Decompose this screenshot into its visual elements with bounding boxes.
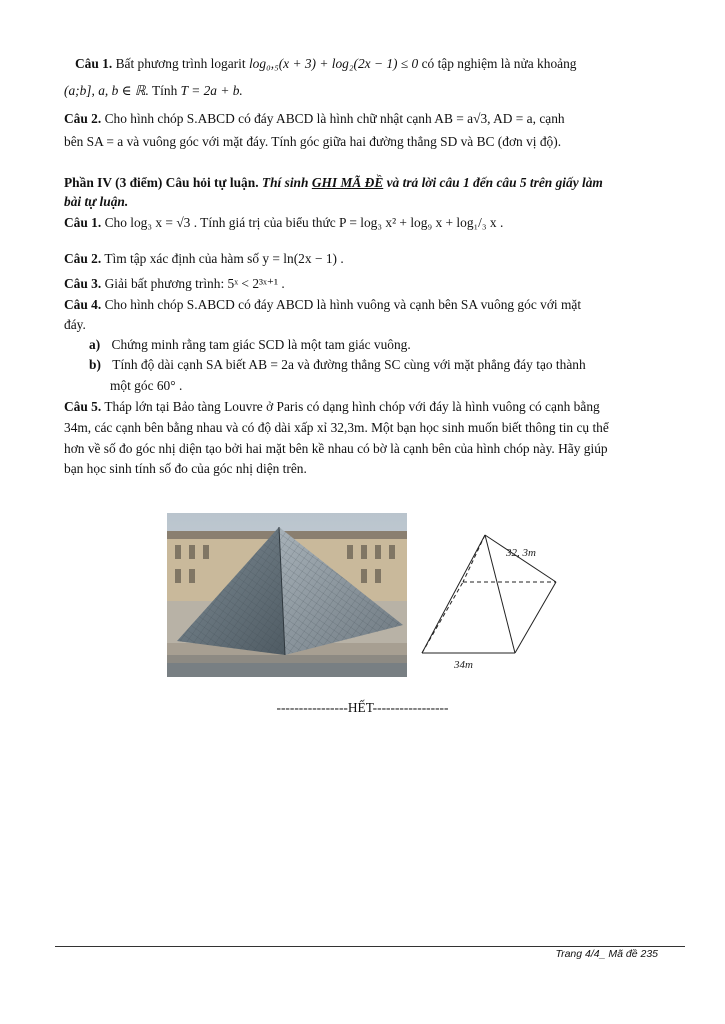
e4-a-label: a): [89, 337, 101, 352]
base-length-label: 34m: [454, 659, 473, 671]
e4-part-b-line2: [110, 377, 182, 395]
q2-label: Câu 2.: [64, 111, 102, 126]
q2-text2: bên SA = a và vuông góc với mặt đáy. Tính góc giữa hai đường thẳng SD và BC (đơn vị độ).: [64, 134, 562, 149]
louvre-pyramid-photo: [167, 513, 407, 677]
q1-label: Câu 1.: [75, 56, 113, 71]
e1-label: Câu 1.: [64, 215, 102, 230]
part4-instr-code: GHI MÃ ĐỀ: [311, 175, 384, 190]
e4-part-b: [89, 356, 586, 374]
e4-line1: [64, 296, 581, 314]
e5-text3: hơn về số đo góc nhị diện tạo bởi hai mặt bên kề nhau có bờ là cạnh bên của hình chóp này. Hãy giúp: [64, 441, 608, 456]
q1-line1: [75, 55, 576, 73]
q1-interval: (a;b], a, b ∈ ℝ.: [64, 83, 149, 98]
e4-b-text2: một góc 60° .: [110, 378, 183, 393]
e5-text4: bạn học sinh tính số đo của góc nhị diện trên.: [64, 461, 307, 476]
e5-line3: [64, 440, 608, 458]
part4-instr-line2: bài tự luận.: [64, 194, 129, 209]
e4-label: Câu 4.: [64, 297, 102, 312]
e4-line2: [64, 316, 86, 334]
part4-heading-line2: [64, 193, 128, 211]
e5-text1: Tháp lớn tại Bảo tàng Louvre ở Paris có dạng hình chóp với đáy là hình vuông có cạnh bằng: [104, 399, 600, 414]
e5-line4: [64, 460, 307, 478]
e4-text2: đáy.: [64, 317, 86, 332]
q1-ask: Tính: [151, 83, 178, 98]
edge-length-label: 32, 3m: [506, 547, 536, 559]
part4-instr-post: và trả lời câu 1 đến câu 5 trên giấy làm: [386, 175, 603, 190]
e1-text: Cho log₃ x = √3 . Tính giá trị của biểu thức P = log₃ x² + log₉ x + log₁/₃ x .: [104, 215, 504, 230]
e5-line1: [64, 398, 600, 416]
footer-divider: [55, 946, 685, 947]
e5-text2: 34m, các cạnh bên bằng nhau và có độ dài xấp xỉ 32,3m. Một bạn học sinh muốn biết thông tin cụ thể: [64, 420, 609, 435]
e3-label: Câu 3.: [64, 276, 102, 291]
q1-text-post: có tập nghiệm là nửa khoảng: [421, 56, 577, 71]
e1-line: [64, 214, 503, 232]
e3-line: [64, 275, 285, 293]
e4-a-text: Chứng minh rằng tam giác SCD là một tam giác vuông.: [111, 337, 411, 352]
part4-title: Phần IV (3 điểm) Câu hỏi tự luận.: [64, 175, 259, 190]
e3-text: Giải bất phương trình: 5ˣ < 2³ˣ⁺¹ .: [104, 276, 285, 291]
q1-line2: [64, 82, 243, 100]
q2-text1: Cho hình chóp S.ABCD có đáy ABCD là hình chữ nhật cạnh AB = a√3, AD = a, cạnh: [104, 111, 565, 126]
q1-text-pre: Bất phương trình logarit: [115, 56, 246, 71]
page-footer: Trang 4/4_ Mã đề 235: [555, 948, 658, 960]
q2-line2: [64, 133, 561, 151]
e2-line: [64, 250, 344, 268]
q2-line1: [64, 110, 565, 128]
e5-label: Câu 5.: [64, 399, 102, 414]
e4-b-text: Tính độ dài cạnh SA biết AB = 2a và đường thẳng SC cùng với mặt phẳng đáy tạo thành: [112, 357, 586, 372]
q1-math: log₀,₅(x + 3) + log₂(2x − 1) ≤ 0: [248, 56, 419, 71]
end-marker: ----------------HẾT-----------------: [276, 700, 449, 715]
pyramid-diagram: [420, 530, 560, 675]
e4-part-a: [89, 336, 411, 354]
e5-line2: [64, 419, 609, 437]
part4-heading: [64, 174, 603, 192]
e4-text1: Cho hình chóp S.ABCD có đáy ABCD là hình vuông và cạnh bên SA vuông góc với mặt: [104, 297, 582, 312]
part4-instr-pre: Thí sinh: [261, 175, 309, 190]
q1-expr: T = 2a + b.: [180, 83, 243, 98]
e2-label: Câu 2.: [64, 251, 102, 266]
e2-text: Tìm tập xác định của hàm số y = ln(2x − 1) .: [104, 251, 344, 266]
e4-b-label: b): [89, 357, 101, 372]
